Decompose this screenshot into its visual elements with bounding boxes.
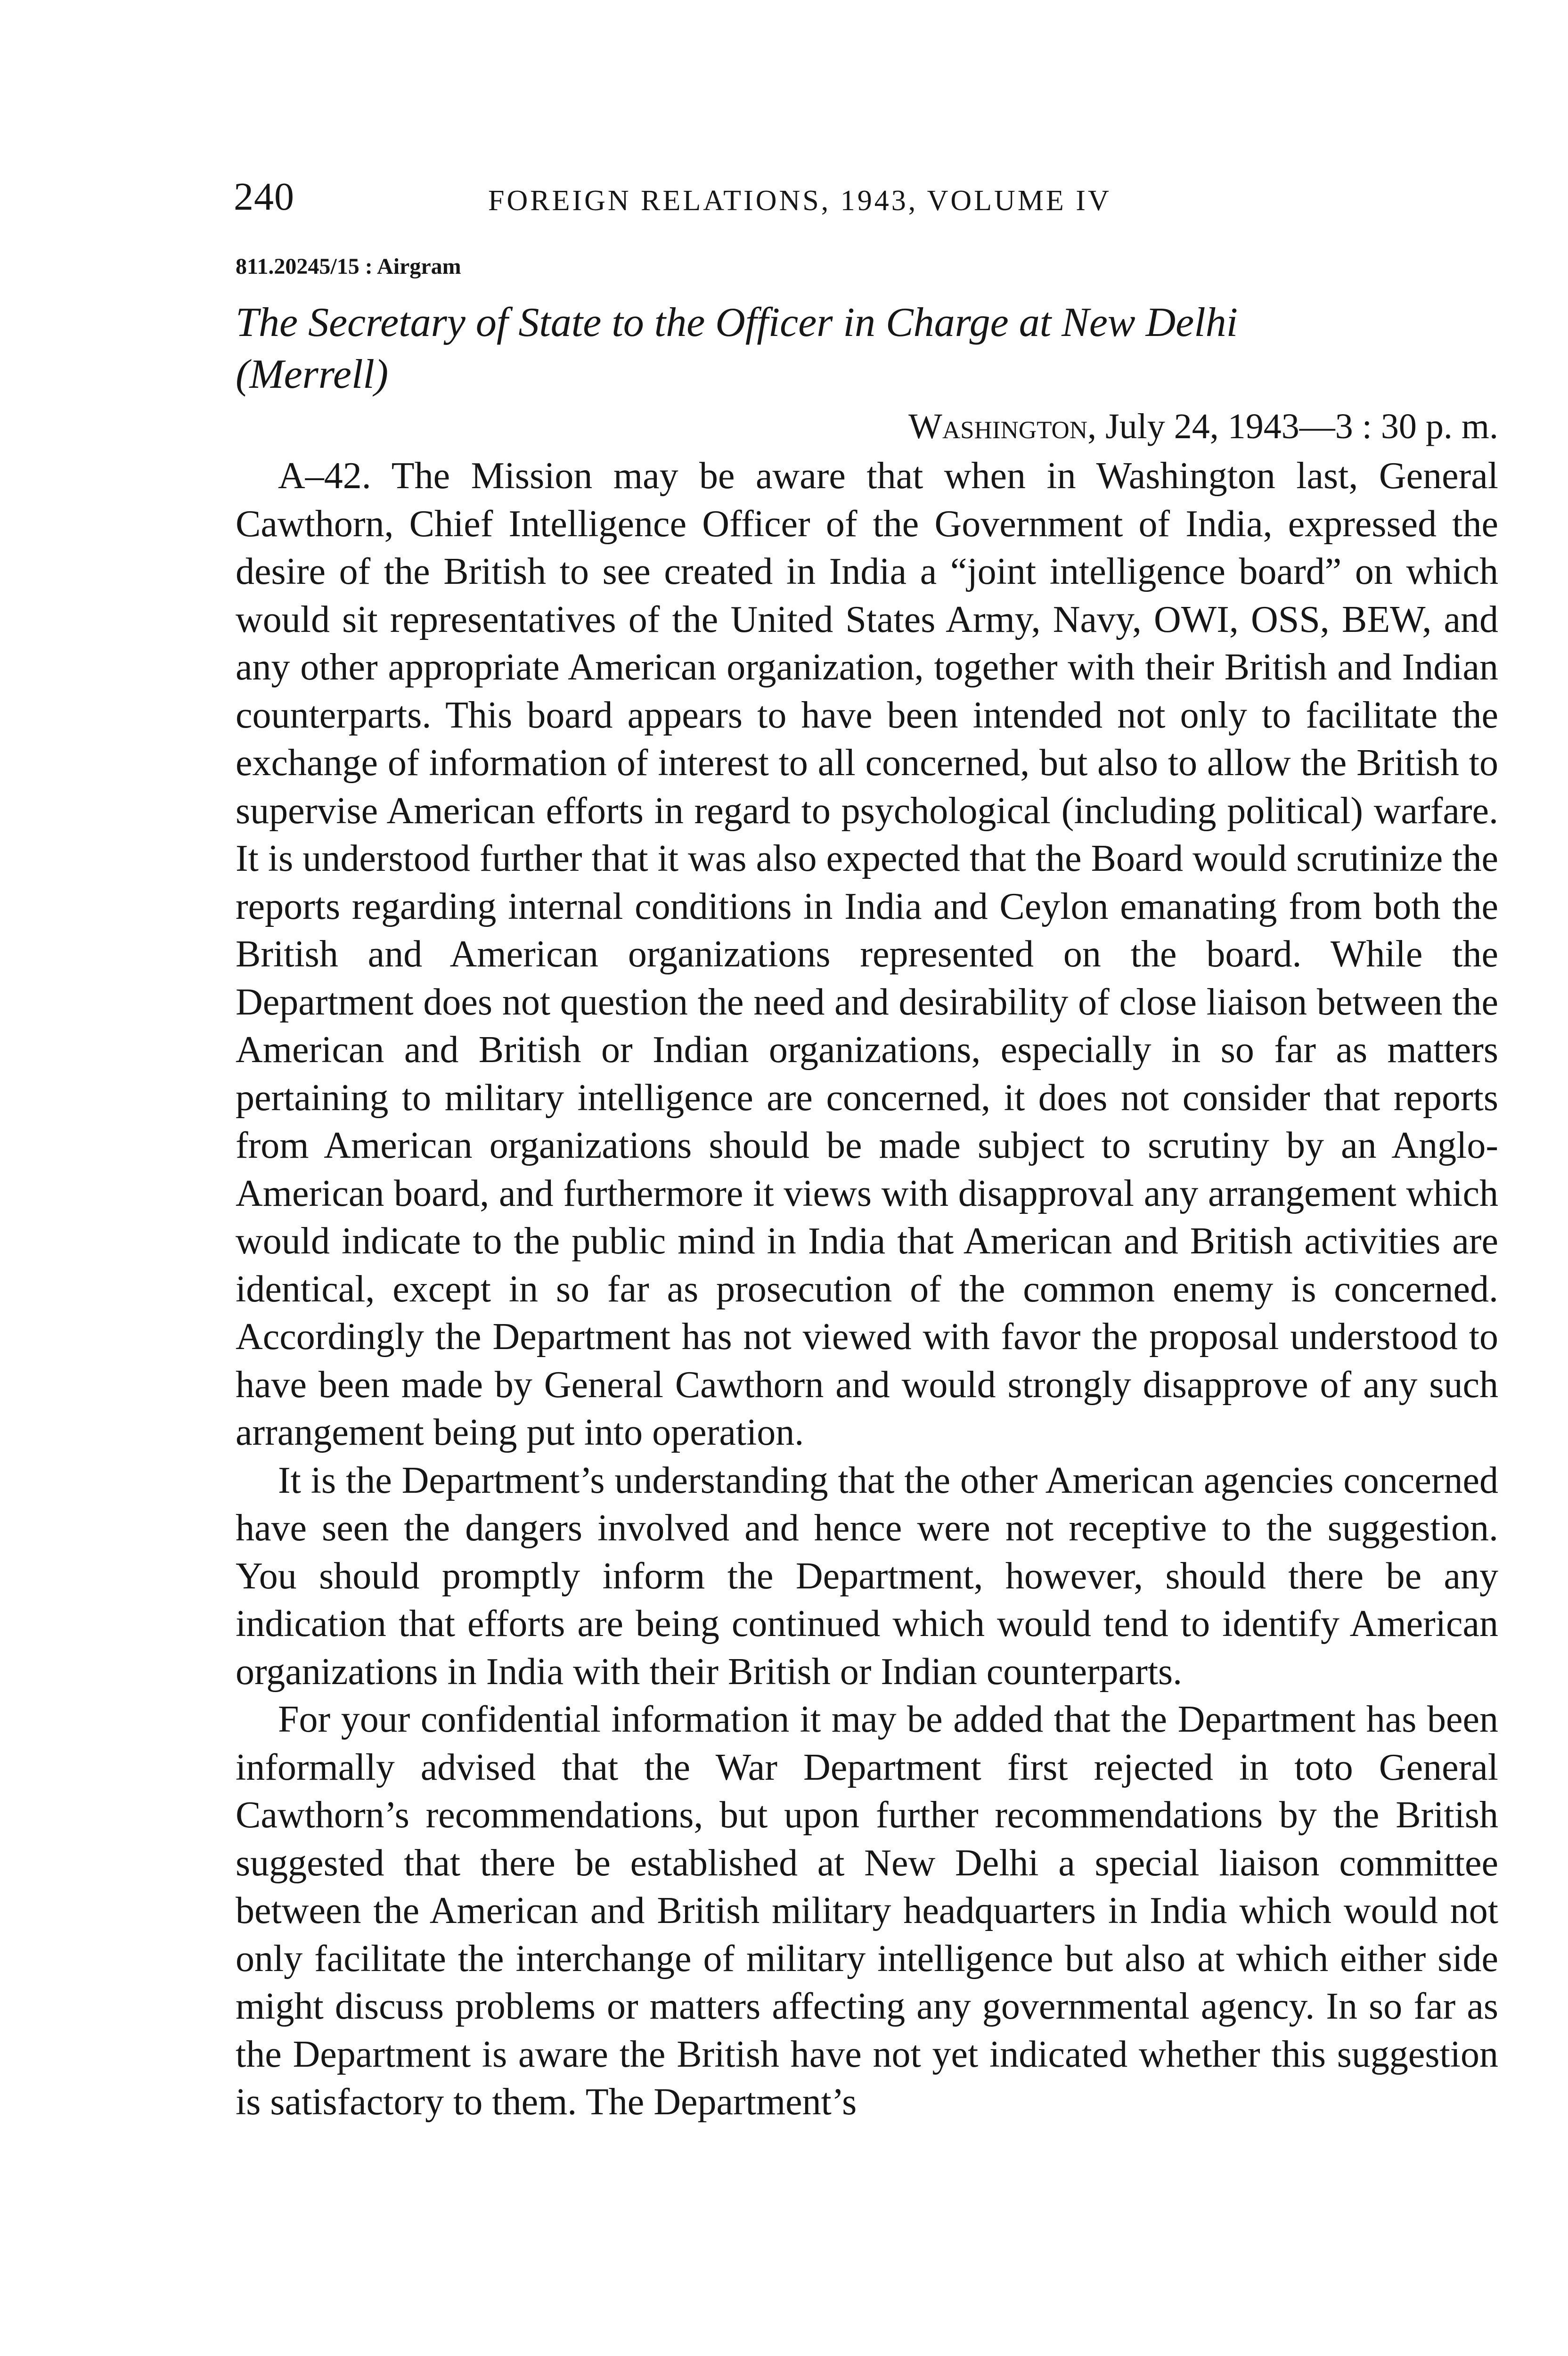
paragraph-2: It is the Department’s understanding that the other American agencies concerned have seen the dangers involved and hence were not receptive to the suggestion. You should promptly inform the Department, however, should there be any indication that efforts are being continued which would tend to identify American organizations in India with their British or Indian counterparts.	[236, 1459, 1498, 1693]
dateline-date: , July 24, 1943—3 : 30 p. m.	[1087, 407, 1498, 446]
running-head	[234, 173, 1341, 230]
dateline	[236, 404, 1498, 449]
journal-title: FOREIGN RELATIONS, 1943, VOLUME IV	[488, 185, 1111, 217]
paragraph-3: For your confidential information it may be added that the Department has been informally advised that the War Department first rejected in toto General Cawthorn’s recommendations, but upon further recommendations by the British suggested that there be established at New Delhi a special liaison committee between the American and British military headquarters in India which would not only facilitate the interchange of military intelligence but also at which either side might discuss problems or matters affecting any governmental agency. In so far as the Department is aware the British have not yet indicated whether this suggestion is satisfactory to them. The Department’s	[236, 1699, 1498, 2123]
body-text	[236, 452, 1498, 2127]
paragraph-1: A–42. The Mission may be aware that when in Washington last, General Cawthorn, Chief Intelligence Officer of the Government of India, expressed the desire of the British to see created in India a “joint intelligence board” on which would sit representatives of the United States Army, Navy, OWI, OSS, BEW, and any other appropriate American organization, together with their British and Indian counterparts. This board appears to have been intended not only to facilitate the exchange of information of interest to all concerned, but also to allow the British to supervise American efforts in regard to psychological (including political) warfare. It is understood further that it was also expected that the Board would scrutinize the reports regarding internal conditions in India and Ceylon emanating from both the British and American organizations represented on the board. While the Department does not question the need and desirability of close liaison between the American and British or Indian organizations, especially in so far as matters pertaining to military intelligence are concerned, it does not consider that reports from American organizations should be made subject to scrutiny by an Anglo-American board, and furthermore it views with disapproval any arrangement which would indicate to the public mind in India that American and British activities are identical, except in so far as prosecution of the common enemy is concerned. Accordingly the Department has not viewed with favor the proposal understood to have been made by General Cawthorn and would strongly disapprove of any such arrangement being put into operation.	[236, 455, 1498, 1453]
dateline-place: Washington	[908, 407, 1088, 446]
document-title: The Secretary of State to the Officer in Charge at New Delhi (Merrell)	[236, 300, 1238, 397]
page-number: 240	[234, 175, 294, 219]
file-reference: 811.20245/15 : Airgram	[236, 254, 461, 279]
